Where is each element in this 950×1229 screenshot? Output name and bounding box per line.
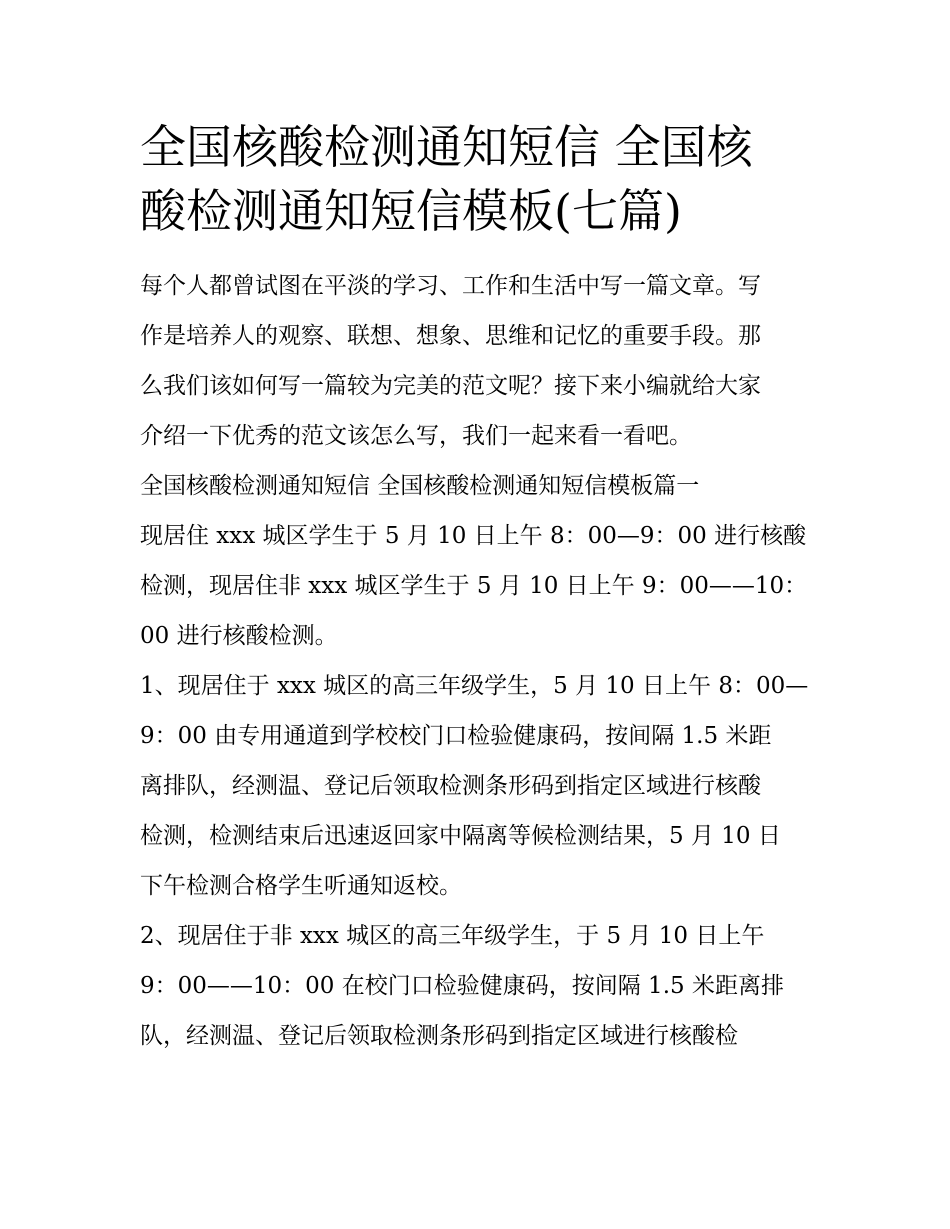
text-line: 9：00——10：00 在校门口检验健康码，按间隔 1.5 米距离排 — [140, 973, 784, 999]
text-line: 下午检测合格学生听通知返校。 — [140, 873, 462, 899]
text-line: 检测，现居住非 xxx 城区学生于 5 月 10 日上午 9：00——10： — [140, 573, 808, 599]
text-line: 1、现居住于 xxx 城区的高三年级学生，5 月 10 日上午 8：00— — [140, 673, 809, 699]
text-line: 介绍一下优秀的范文该怎么写，我们一起来看一看吧。 — [140, 423, 692, 449]
text-line: 2、现居住于非 xxx 城区的高三年级学生，于 5 月 10 日上午 — [140, 923, 765, 949]
text-line: 每个人都曾试图在平淡的学习、工作和生活中写一篇文章。写 — [140, 273, 761, 299]
document-body — [140, 115, 820, 1061]
text-line: 离排队，经测温、登记后领取检测条形码到指定区域进行核酸 — [140, 773, 761, 799]
text-line: 现居住 xxx 城区学生于 5 月 10 日上午 8：00—9：00 进行核酸 — [140, 523, 807, 549]
document-title — [140, 115, 820, 243]
text-line: 9：00 由专用通道到学校校门口检验健康码，按间隔 1.5 米距 — [140, 723, 772, 749]
text-line: 么我们该如何写一篇较为完美的范文呢？接下来小编就给大家 — [140, 373, 761, 399]
text-line: 作是培养人的观察、联想、想象、思维和记忆的重要手段。那 — [140, 323, 761, 349]
text-line: 00 进行核酸检测。 — [140, 623, 338, 649]
title-line-2: 酸检测通知短信模板(七篇) — [140, 184, 682, 238]
section-heading: 全国核酸检测通知短信 全国核酸检测通知短信模板篇一 — [140, 473, 700, 499]
text-line: 检测，检测结束后迅速返回家中隔离等候检测结果，5 月 10 日 — [140, 823, 781, 849]
document-text — [140, 261, 820, 1061]
text-line: 队，经测温、登记后领取检测条形码到指定区域进行核酸检 — [140, 1023, 738, 1049]
title-line-1: 全国核酸检测通知短信 全国核 — [140, 120, 753, 174]
